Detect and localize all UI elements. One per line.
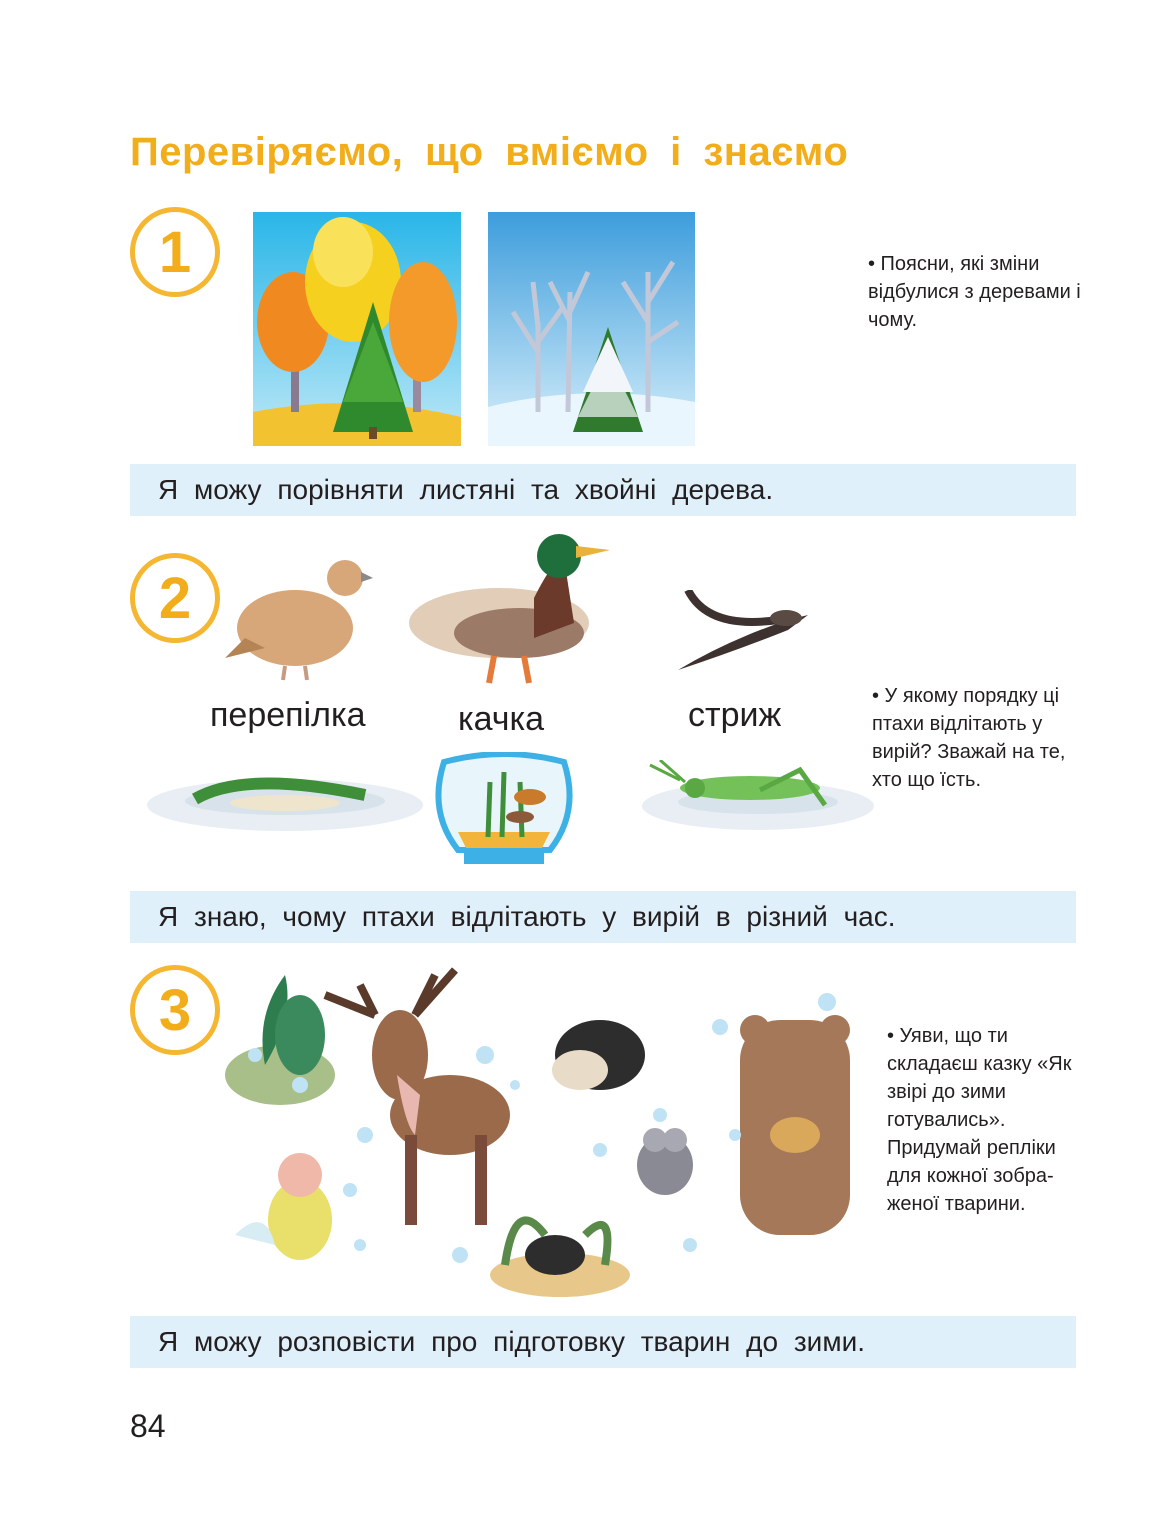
duck-illustration xyxy=(404,528,614,693)
summary-band-2: Я знаю, чому птахи відлітають у вирій в різний час. xyxy=(130,891,1076,943)
task-3-text: • Уяви, що ти складаєш казку «Як звірі до зими готувались». Придумай репліки для кожної зображеної тварини. xyxy=(887,1025,1072,1215)
page-number: 84 xyxy=(130,1408,166,1444)
task-number-1: 1 xyxy=(130,207,220,297)
swift-illustration xyxy=(668,590,813,672)
page-title: Перевіряємо, що вміємо і знаємо xyxy=(130,130,849,174)
task-2-text: • У якому порядку ці птахи відлітають у вирій? Зважай на те, хто що їсть. xyxy=(872,685,1066,791)
bird-label-swift: стриж xyxy=(688,696,782,734)
task-number-2: 2 xyxy=(130,553,220,643)
bird-label-duck: качка xyxy=(458,700,545,738)
plate-with-grasshopper-illustration xyxy=(640,760,877,832)
forest-animals-illustration xyxy=(215,955,865,1307)
bird-label-quail: перепілка xyxy=(210,696,366,734)
task-1-text: • Поясни, які зміни відбулися з деревами і чому. xyxy=(868,253,1081,331)
winter-trees-illustration xyxy=(488,212,695,446)
task-number-3: 3 xyxy=(130,965,220,1055)
summary-band-3: Я можу розповісти про підготовку тварин до зими. xyxy=(130,1316,1076,1368)
summary-band-1: Я можу порівняти листяні та хвойні дерева. xyxy=(130,464,1076,516)
plate-with-seeds-illustration xyxy=(145,765,425,833)
aquarium-illustration xyxy=(430,752,578,864)
quail-illustration xyxy=(225,548,375,683)
autumn-trees-illustration xyxy=(253,212,461,446)
